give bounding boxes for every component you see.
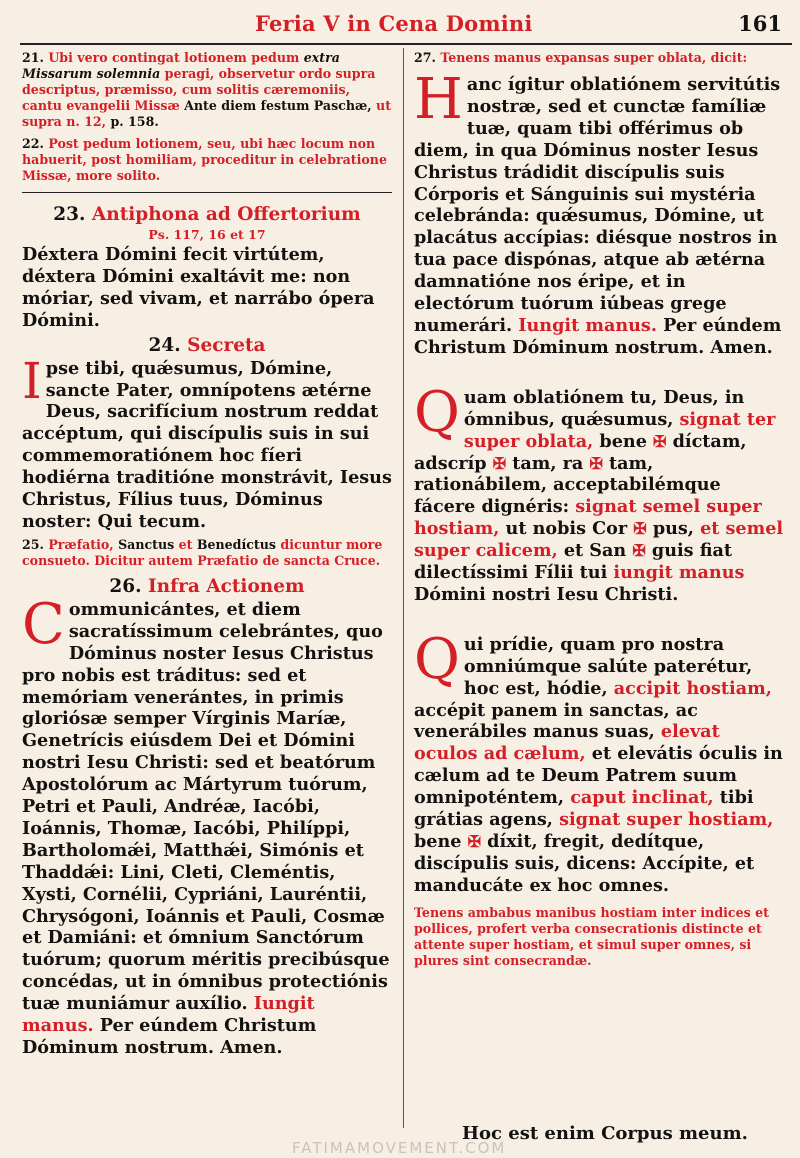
page-number: 161 (738, 11, 782, 36)
watermark: FATIMAMOVEMENT.COM (292, 1139, 507, 1157)
right-column (414, 50, 786, 971)
qui-pridie-text: Qui prídie, quam pro nostra omniúmque salúte paterétur, hoc est, hódie, accipit hostiam, accépit panem in sanctas, ac venerábiles manus suas, elevat oculos ad cælum, et elevátis óculis in cælum ad te Deum Patrem suum omnipoténtem, caput inclinat, tibi grátias agens, signat super hostiam, bene ✠ díxit, fregit, dedítque, discípulis suis, dicens: Accípite, et manducáte ex hoc omnes. (414, 626, 783, 896)
cross-icon: ✠ (467, 832, 482, 851)
rubric-25: 25. Præfatio, Sanctus et Benedíctus dicuntur more consueto. Dicitur autem Præfatio de sancta Cruce. (22, 536, 383, 568)
quam-oblationem-text: Quam oblatiónem tu, Deus, in ómnibus, quǽsumus, signat ter super oblata, bene ✠ díctam, adscríp ✠ tam, ra ✠ tam, rationábilem, acceptabilémque fácere dignéris: signat semel super hostiam, ut nobis Cor ✠ pus, et semel super calicem, et San ✠ guis fiat dilectíssimi Fílii tui iungit manus Dómini nostri Iesu Christi. (414, 379, 784, 605)
left-column (22, 50, 392, 1059)
column-divider (403, 48, 404, 1128)
secreta-text: Ipse tibi, quǽsumus, Dómine, sancte Pater, omnípotens ætérne Deus, sacrifícium nostrum reddat accéptum, qui discípulis suis in sui commemoratiónem hoc fíeri hodiérna traditióne monstrávit, Iesus Christus, Fílius tuus, Dóminus noster: Qui tecum. (22, 351, 392, 532)
hanc-igitur-text: Hanc ígitur oblatiónem servitútis nostræ, sed et cunctæ famíliæ tuæ, quam tibi offérimus ob diem, in qua Dóminus noster Iesus Christus trádidit discípulis suis Córporis et Sánguinis sui mystéria celebránda: quǽsumus, Dómine, ut placátus accípias: diésque nostros in tua pace dispónas, atque ab ætérna damnatióne nos éripe, et in electórum tuórum iúbeas grege numerári. Iungit manus. Per eúndem Christum Dóminum nostrum. Amen. (414, 67, 782, 358)
section-23-heading: 23. Antiphona ad Offertorium (53, 204, 361, 225)
psalm-reference: Ps. 117, 16 et 17 (148, 227, 266, 242)
communicantes-text: Communicántes, et diem sacratíssimum celebrántes, quo Dóminus noster Iesus Christus pro nobis est tráditus: sed et memóriam venerántes, in primis gloriósæ semper Vírginis Maríæ, Genetrícis eiúsdem Dei et Dómini nostri Iesu Christi: sed et beatórum Apostolórum ac Mártyrum tuórum, Petri et Pauli, Andréæ, Iacóbi, Ioánnis, Thomæ, Iacóbi, Philíppi, Bartholomǽi, Matthǽi, Simónis et Thaddǽi: Lini, Cleti, Cleméntis, Xysti, Cornélii, Cypriáni, Lauréntii, Chrysógoni, Ioánnis et Pauli, Cosmæ et Damiáni: et ómnium Sanctórum tuórum; quorum méritis precibúsque concédas, ut in ómnibus protectiónis tuæ muniámur auxílio. Iungit manus. Per eúndem Christum Dóminum nostrum. Amen. (22, 591, 390, 1058)
rubric-27: 27. Tenens manus expansas super oblata, dicit: (414, 50, 748, 65)
offertory-text: Déxtera Dómini fecit virtútem, déxtera Dómini exaltávit me: non móriar, sed vivam, et narrábo ópera Dómini. (22, 244, 375, 331)
drop-cap-c: C (22, 591, 65, 657)
page-header (0, 0, 800, 42)
page-title: Feria V in Cena Domini (255, 11, 533, 36)
rubric-21: 21. Ubi vero contingat lotionem pedum extra Missarum solemnia peragi, observetur ordo supra descriptus, præmisso, cum solitis cæremoniis, cantu evangelii Missæ Ante diem festum Paschæ, ut supra n. 12, p. 158. 22. Post pedum lotionem, seu, ubi hæc locum non habuerit, post homiliam, proceditur in celebratione Missæ, more solito. (22, 50, 392, 183)
section-rule (22, 192, 392, 193)
drop-cap-h: H (414, 67, 463, 132)
cross-icon: ✠ (492, 453, 507, 473)
drop-cap-q: Q (414, 379, 460, 445)
rubric-22: Post pedum lotionem, seu, ubi hæc locum non habuerit, post homiliam, proceditur in celebratione Missæ, more solito. (22, 136, 387, 183)
cross-icon: ✠ (633, 519, 647, 539)
consecration-incipit: Hoc est enim Corpus meum. (462, 1123, 748, 1144)
header-rule (20, 43, 792, 45)
drop-cap-i: I (22, 351, 42, 410)
cross-icon: ✠ (632, 541, 646, 561)
drop-cap-q2: Q (414, 626, 460, 692)
cross-icon: ✠ (653, 431, 667, 451)
rubric-consecration: Tenens ambabus manibus hostiam inter indices et pollices, profert verba consecrationis distincte et attente super hostiam, et simul super omnes, si plures sint consecrandæ. (414, 904, 769, 968)
section-24-heading: 24. Secreta (148, 334, 266, 356)
section-26-heading: 26. Infra Actionem (109, 575, 305, 597)
cross-icon: ✠ (589, 453, 603, 473)
